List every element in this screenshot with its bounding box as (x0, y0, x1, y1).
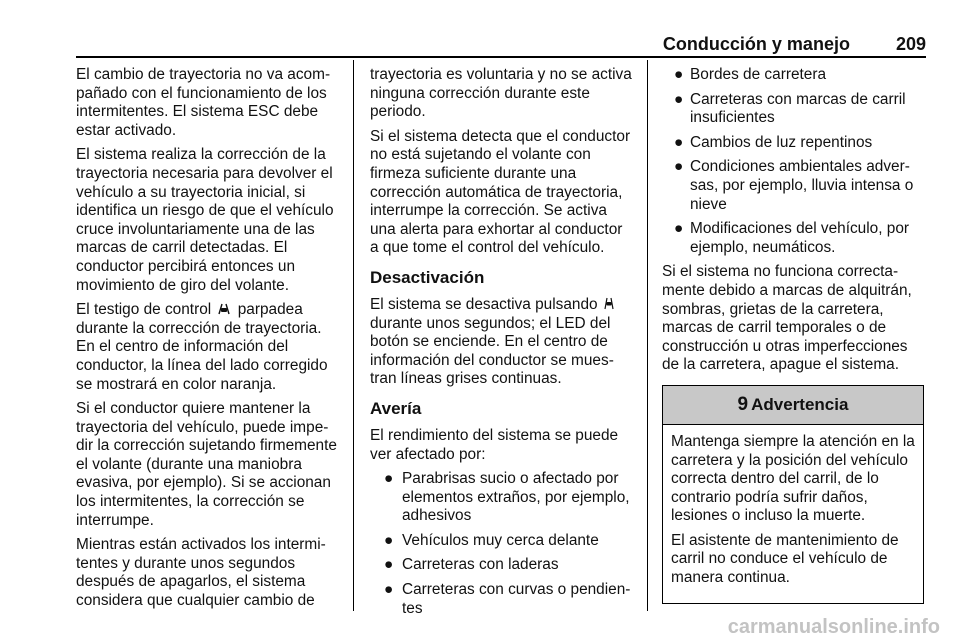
list-item (662, 66, 926, 85)
paragraph: Mientras están activados los intermitentes y durante unos segundos después de apagarlos, el sistema considera que cualquier cambio de (76, 536, 326, 610)
bullet-icon: ● (384, 556, 394, 574)
paragraph: El cambio de trayectoria no va acompañado con el funcionamiento de los intermitentes. El sistema ESC debe estar activado. (76, 66, 331, 139)
bullet-icon: ● (384, 531, 394, 549)
lane-keep-indicator-icon (216, 301, 232, 320)
list-item-text: Bordes de carretera (690, 66, 827, 83)
warning-box (662, 385, 924, 604)
list-item (662, 134, 926, 153)
page-title: Conducción y manejo (662, 34, 850, 54)
text-span: El testigo de control (76, 301, 212, 319)
bullet-list (370, 470, 634, 618)
paragraph: El rendimiento del sistema se puede ver afectado por: (370, 426, 619, 463)
warning-icon: 9 (737, 393, 749, 415)
header-rule (76, 56, 926, 58)
paragraph: trayectoria es voluntaria y no se activa ninguna corrección durante este periodo. (370, 66, 632, 121)
page-number: 209 (895, 34, 926, 54)
paragraph (76, 301, 338, 394)
paragraph: Si el conductor quiere mantener la trayectoria del vehículo, puede impedir la corrección sujetando firmemente el volante (durante una maniobra evasiva, por ejemplo). Si se accionan los intermitentes, la corrección se interrumpe. (76, 400, 337, 529)
paragraph: El sistema realiza la corrección de la trayectoria necesaria para devolver el vehículo a su trayectoria inicial, si identifica un riesgo de que el vehículo cruce involuntariamente una de las marcas de carril detectadas. El conductor percibirá entonces un movimiento de giro del volante. (76, 146, 334, 294)
list-item-text: Cambios de luz repentinos (690, 133, 873, 151)
paragraph: Si el sistema no funciona correctamente debido a marcas de alquitrán, sombras, grietas de la carretera, marcas de carril temporales o de construcción u otras imperfecciones de la carretera, apague el sistema. (662, 263, 912, 374)
text-span: El sistema se desactiva pulsando (370, 295, 598, 313)
bullet-icon: ● (674, 66, 684, 83)
paragraph: El asistente de mantenimiento de carril no conduce el vehículo de manera continua. (671, 531, 899, 587)
column-3 (662, 66, 926, 604)
paragraph: Mantenga siempre la atención en la carretera y la posición del vehículo correcta dentro del carril, de lo contrario podría sufrir daños, lesiones o incluso la muerte. (671, 432, 915, 525)
section-heading-desactivacion: Desactivación (370, 267, 485, 287)
list-item-text: Condiciones ambientales adversas, por ejemplo, lluvia intensa o nieve (690, 158, 914, 213)
list-item (662, 91, 926, 128)
warning-header (663, 386, 923, 425)
column-divider-1 (353, 60, 354, 611)
bullet-icon: ● (384, 470, 394, 488)
text-span: durante unos segundos; el LED del botón se enciende. En el centro de información del conductor se muestran líneas grises continuas. (370, 314, 614, 388)
warning-title: Advertencia (751, 394, 849, 414)
bullet-icon: ● (674, 158, 684, 176)
section-heading-averia: Avería (370, 398, 422, 418)
list-item (370, 581, 634, 618)
column-1 (76, 66, 338, 617)
list-item (370, 532, 634, 551)
paragraph: Si el sistema detecta que el conductor no está sujetando el volante con firmeza suficiente durante una corrección automática de trayectoria, interrumpe la corrección. Se activa una alerta para exhortar al conductor a que tome el control del vehículo. (370, 127, 631, 257)
bullet-icon: ● (384, 581, 394, 599)
column-2 (370, 66, 634, 624)
list-item-text: Carreteras con marcas de carril insuficientes (690, 90, 906, 127)
lane-keep-button-icon (603, 296, 615, 315)
list-item (370, 470, 634, 526)
list-item-text: Vehículos muy cerca delante (402, 531, 599, 549)
list-item (662, 220, 926, 257)
bullet-icon: ● (674, 220, 684, 238)
text-span: parpadea durante la corrección de trayectoria. En el centro de información del conductor, la línea del lado corregido se mostrará en color naranja. (76, 301, 328, 393)
list-item (370, 556, 634, 575)
list-item-text: Modificaciones del vehículo, por ejemplo, neumáticos. (690, 220, 910, 256)
watermark: carmanualsonline.info (727, 616, 940, 638)
list-item-text: Carreteras con curvas o pendientes (402, 581, 631, 617)
column-divider-2 (647, 60, 648, 611)
page-header (76, 34, 926, 56)
paragraph (370, 296, 634, 389)
bullet-list (662, 66, 926, 257)
list-item-text: Carreteras con laderas (402, 556, 559, 574)
bullet-icon: ● (674, 90, 684, 108)
warning-body (663, 425, 923, 588)
list-item-text: Parabrisas sucio o afectado por elementos extraños, por ejemplo, adhesivos (402, 470, 630, 525)
list-item (662, 158, 926, 214)
bullet-icon: ● (674, 133, 684, 151)
